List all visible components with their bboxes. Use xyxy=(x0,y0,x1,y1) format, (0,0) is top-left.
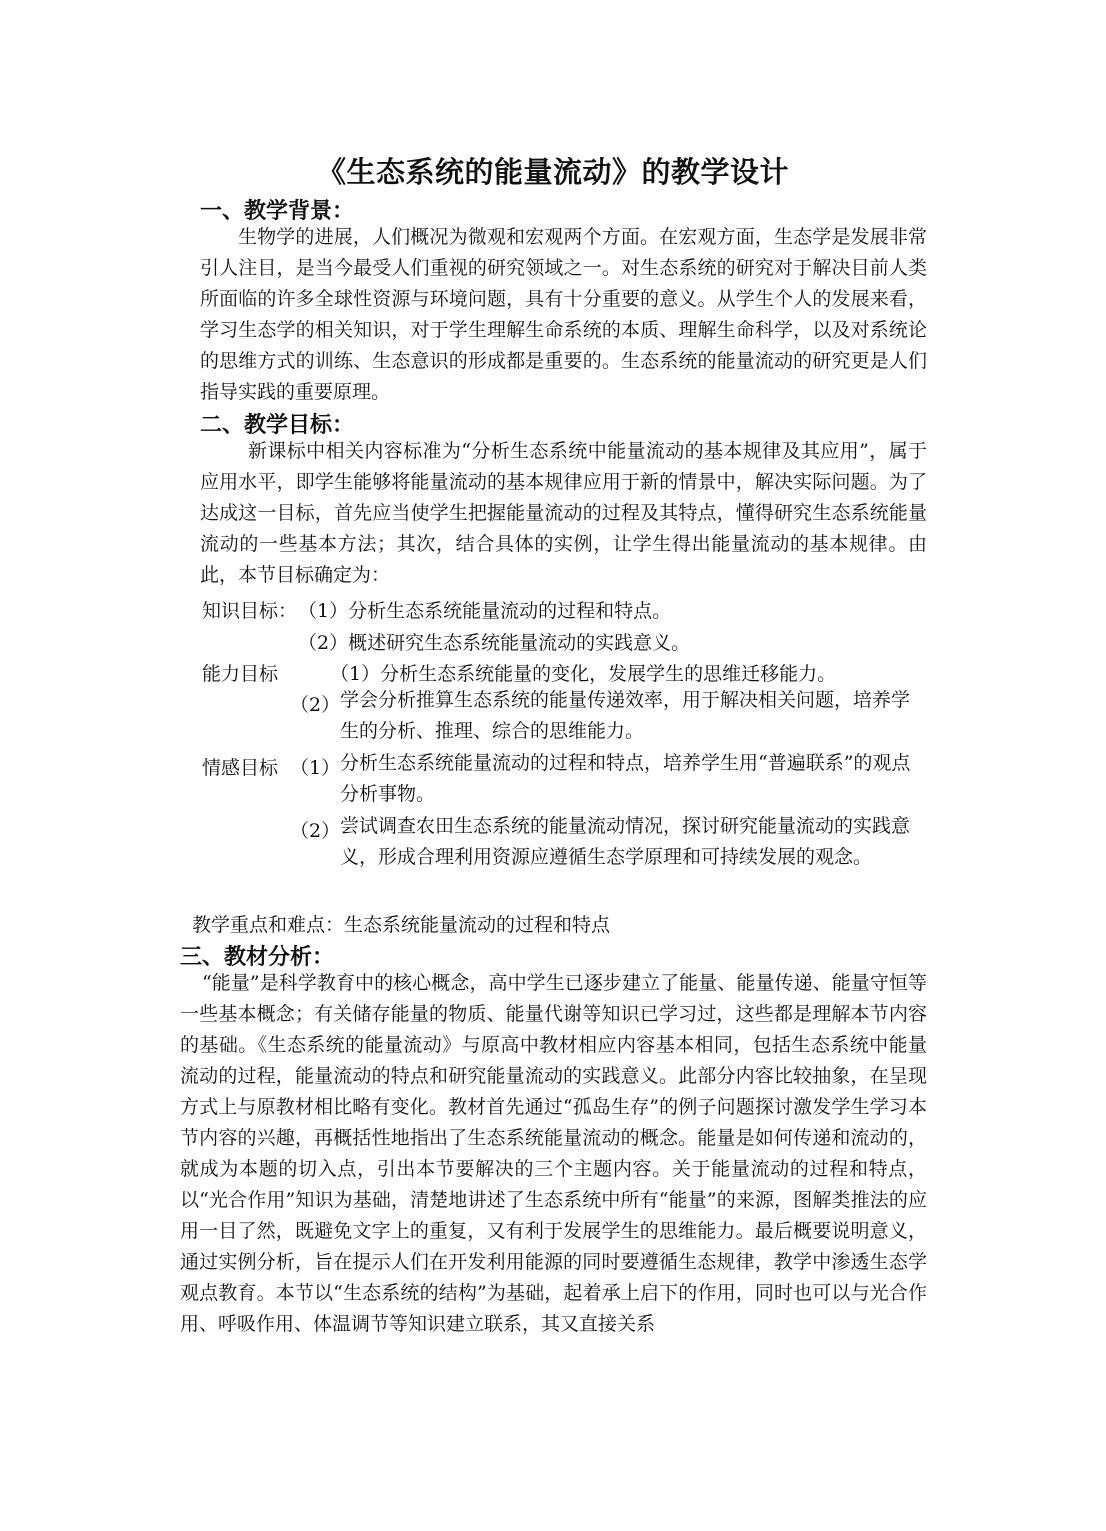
emotion-objective-1: 分析生态系统能量流动的过程和特点，培养学生用“普遍联系”的观点分析事物。 xyxy=(340,752,911,805)
knowledge-objective-2: （2）概述研究生态系统能量流动的实践意义。 xyxy=(298,632,691,654)
section-heading-textbook: 三、教材分析： xyxy=(180,945,335,970)
document-title: 《生态系统的能量流动》的教学设计 xyxy=(316,155,789,189)
ability-objective-2: 学会分析推算生态系统的能量传递效率，用于解决相关问题，培养学生的分析、推理、综合的思维能力。 xyxy=(340,689,911,742)
objectives-paragraph: 新课标中相关内容标准为“分析生态系统中能量流动的基本规律及其应用”，属于应用水平，即学生能够将能量流动的基本规律应用于新的情景中，解决实际问题。为了达成这一目标，首先应当使学生把握能量流动的过程及其特点，懂得研究生态系统能量流动的一些基本方法；其次，结合具体的实例，让学生得出能量流动的基本规律。由此，本节目标确定为： xyxy=(200,440,927,586)
ability-objective-2-number: （2） xyxy=(290,694,341,716)
section-heading-objectives: 二、教学目标： xyxy=(200,413,355,438)
emotion-objective-2-number: （2） xyxy=(290,820,341,842)
emotion-objective-2: 尝试调查农田生态系统的能量流动情况，探讨研究能量流动的实践意义，形成合理利用资源应遵循生态学原理和可持续发展的观念。 xyxy=(340,815,911,868)
knowledge-objective-1: （1）分析生态系统能量流动的过程和特点。 xyxy=(298,600,672,622)
textbook-analysis-paragraph: “能量”是科学教育中的核心概念，高中学生已逐步建立了能量、能量传递、能量守恒等一些基本概念；有关储存能量的物质、能量代谢等知识已学习过，这些都是理解本节内容的基础。《生态系统的能量流动》与原高中教材相应内容基本相同，包括生态系统中能量流动的过程，能量流动的特点和研究能量流动的实践意义。此部分内容比较抽象，在呈现方式上与原教材相比略有变化。教材首先通过“孤岛生存”的例子问题探讨激发学生学习本节内容的兴趣，再概括性地指出了生态系统能量流动的概念。能量是如何传递和流动的，就成为本题的切入点，引出本节要解决的三个主题内容。关于能量流动的过程和特点，以“光合作用”知识为基础，清楚地讲述了生态系统中所有“能量”的来源，图解类推法的应用一目了然，既避免文字上的重复，又有利于发展学生的思维能力。最后概要说明意义，通过实例分析，旨在提示人们在开发利用能源的同时要遵循生态规律，教学中渗透生态学观点教育。本节以“生态系统的结构”为基础，起着承上启下的作用，同时也可以与光合作用、呼吸作用、体温调节等知识建立联系，其又直接关系 xyxy=(180,972,927,1335)
emotion-objective-1-number: （1） xyxy=(290,757,341,779)
emotion-objective-label: 情感目标 xyxy=(202,757,279,779)
key-points-line: 教学重点和难点：生态系统能量流动的过程和特点 xyxy=(192,914,611,936)
background-paragraph: 生物学的进展，人们概况为微观和宏观两个方面。在宏观方面，生态学是发展非常引人注目，是当今最受人们重视的研究领域之一。对生态系统的研究对于解决目前人类所面临的许多全球性资源与环境问题，具有十分重要的意义。从学生个人的发展来看，学习生态学的相关知识，对于学生理解生命系统的本质、理解生命科学，以及对系统论的思维方式的训练、生态意识的形成都是重要的。生态系统的能量流动的研究更是人们指导实践的重要原理。 xyxy=(200,226,927,403)
ability-objective-label: 能力目标 xyxy=(202,663,279,685)
ability-objective-1: （1）分析生态系统能量的变化，发展学生的思维迁移能力。 xyxy=(330,663,837,685)
knowledge-objective-label: 知识目标： xyxy=(202,600,298,622)
section-heading-background: 一、教学背景： xyxy=(200,199,355,224)
